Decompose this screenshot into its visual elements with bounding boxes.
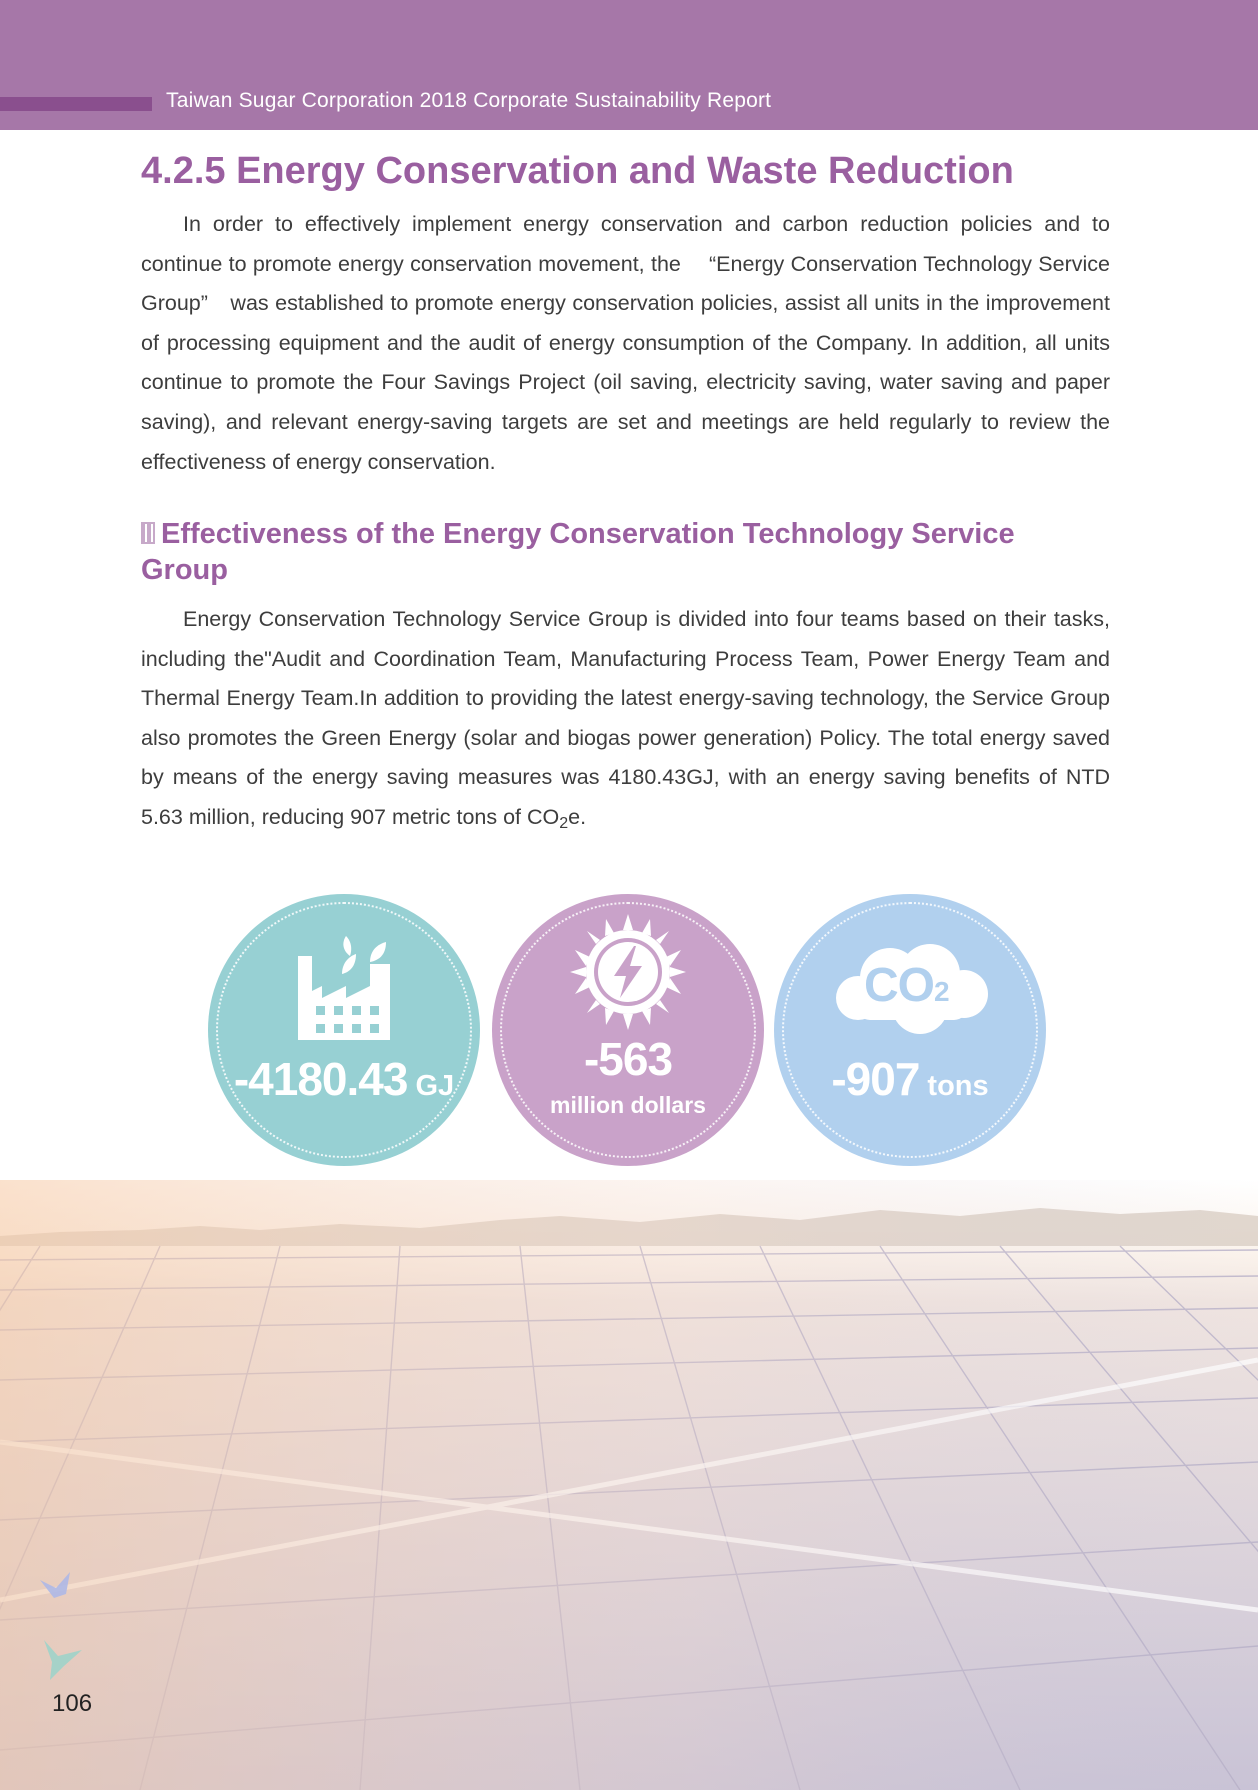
subsection-heading bbox=[141, 516, 1101, 588]
co2-subscript: 2 bbox=[559, 814, 569, 832]
cost-saved-unit: million dollars bbox=[550, 1092, 706, 1118]
report-title: Taiwan Sugar Corporation 2018 Corporate Sustainability Report bbox=[166, 89, 772, 112]
cost-saved-value: -563 bbox=[583, 1033, 673, 1085]
energy-saved-badge bbox=[208, 894, 480, 1166]
subsection-heading-text: Effectiveness of the Energy Conservation Technology Service Group bbox=[141, 518, 1015, 586]
header-stripe bbox=[0, 97, 152, 111]
co2-reduced-unit: tons bbox=[927, 1070, 989, 1102]
subsection-body-end: e. bbox=[568, 804, 587, 829]
solar-panel-photo bbox=[0, 1180, 1258, 1790]
subsection-body: Energy Conservation Technology Service Group is divided into four teams based on their tasks, including the"Audit and Coordination Team, Manufacturing Process Team, Power Energy Team and Thermal Energy Team.In addition to providing the latest energy-saving technology, the Service Group also promotes the Green Energy (solar and biogas power generation) Policy. The total energy saved by means of the energy saving measures was 4180.43GJ, with an energy saving benefits of NTD 5.63 million, reducing 907 metric tons of CO bbox=[141, 607, 1110, 829]
co2-reduced-value: -907 bbox=[831, 1053, 920, 1105]
heading-marker-icon bbox=[141, 522, 155, 544]
co2-icon-text: CO bbox=[864, 959, 934, 1012]
sun-lightning-icon bbox=[568, 912, 688, 1032]
section-heading: 4.2.5 Energy Conservation and Waste Reduction bbox=[141, 150, 1014, 192]
subsection-paragraph bbox=[141, 600, 1110, 844]
co2-icon-subscript: 2 bbox=[934, 976, 949, 1007]
page-number: 106 bbox=[52, 1690, 93, 1717]
cost-saved-badge bbox=[492, 894, 764, 1166]
energy-saved-unit: GJ bbox=[415, 1070, 455, 1102]
energy-saved-value: -4180.43 bbox=[233, 1053, 408, 1105]
intro-paragraph: In order to effectively implement energy conservation and carbon reduction policies and to continue to promote energy conservation movement, the “Energy Conservation Technology Service Group” was established to promote energy conservation policies, assist all units in the improvement of processing equipment and the audit of energy consumption of the Company. In addition, all units continue to promote the Four Savings Project (oil saving, electricity saving, water saving and paper saving), and relevant energy-saving targets are set and meetings are held regularly to review the effectiveness of energy conservation. bbox=[141, 212, 1110, 474]
factory-leaf-icon bbox=[290, 934, 398, 1042]
energy-saved-stat bbox=[208, 1052, 480, 1106]
co2-reduced-badge bbox=[774, 894, 1046, 1166]
co2-reduced-stat bbox=[774, 1052, 1046, 1106]
co2-cloud-icon bbox=[828, 942, 992, 1038]
cost-saved-stat bbox=[492, 1032, 764, 1086]
